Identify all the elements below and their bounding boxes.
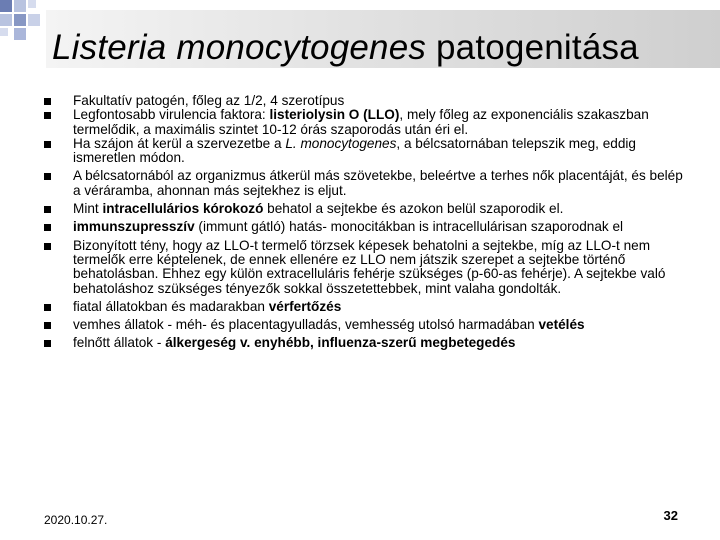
bullet-text: vemhes állatok - méh- és placentagyulladás, vemhesség utolsó harmadában	[73, 317, 539, 333]
bullet-text: behatol a sejtekbe és azokon belül szaporodik el.	[263, 201, 564, 217]
bullet-text: álkergeség v. enyhébb, influenza-szerű megbetegedés	[165, 335, 516, 351]
bullet-text: , a bélcsatornában telepszik meg, eddig ismeretlen módon.	[73, 135, 636, 166]
bullet-item	[44, 108, 694, 137]
bullet-text: Legfontosabb virulencia faktora:	[73, 107, 270, 123]
bullet-text: Bizonyított tény, hogy az LLO-t termelő törzsek képesek behatolni a sejtekbe, míg az LLO-t nem termelők erre képtelenek, de ennek ellenére ez LLO nem játszik szerepet a sejtekbe történő behatolásban. Ehhez egy külön extracelluláris fehérje szükséges (p-60-as fehérje). A sejtekbe való behatoláshoz szükséges tényezők sokkal összetettebbek, mint valaha gondolták.	[73, 237, 666, 296]
bullet-square-icon	[44, 98, 51, 105]
bullet-text: intracellulários kórokozó	[102, 201, 264, 217]
bullet-square-icon	[44, 206, 51, 213]
bullet-square-icon	[44, 340, 51, 347]
bullet-text: vetélés	[538, 317, 585, 333]
footer-date: 2020.10.27.	[44, 513, 108, 527]
bullet-text: , mely főleg az exponenciális szakaszban termelődik, a maximális szintet 10-12 órás szaporodás után éri el.	[73, 107, 649, 137]
bullet-square-icon	[44, 112, 51, 119]
bullet-text: Mint	[73, 201, 103, 217]
bullet-text: felnőtt állatok -	[73, 335, 166, 351]
bullet-square-icon	[44, 141, 51, 148]
bullet-item	[44, 202, 694, 216]
bullet-text: L. monocytogenes	[285, 135, 397, 151]
bullet-square-icon	[44, 243, 51, 250]
bullet-text: fiatal állatokban és madarakban	[73, 298, 269, 314]
bullet-text: (immunt gátló) hatás- monocitákban is intracellulárisan szaporodnak el	[194, 219, 624, 235]
title-italic: Listeria monocytogenes	[52, 28, 427, 67]
bullet-text: Ha szájon át kerül a szervezetbe a	[73, 135, 286, 151]
bullet-square-icon	[44, 173, 51, 180]
bullet-text: Fakultatív patogén, főleg az 1/2, 4 szerotípus	[73, 93, 345, 108]
slide-title	[52, 28, 639, 68]
bullet-list	[44, 94, 694, 351]
bullet-square-icon	[44, 224, 51, 231]
title-rest: patogenitása	[436, 28, 639, 67]
bullet-item	[44, 169, 694, 198]
bullet-item	[44, 318, 694, 332]
bullet-text: listeriolysin O (LLO)	[269, 107, 400, 123]
bullet-square-icon	[44, 322, 51, 329]
bullet-item	[44, 300, 694, 314]
bullet-square-icon	[44, 304, 51, 311]
bullet-item	[44, 137, 694, 166]
bullet-item	[44, 94, 694, 108]
bullet-text: immunszupresszív	[73, 219, 195, 235]
bullet-item	[44, 220, 694, 234]
bullet-item	[44, 336, 694, 350]
bullet-text: vérfertőzés	[268, 298, 342, 314]
bullet-item	[44, 239, 694, 296]
page-number: 32	[663, 508, 678, 523]
bullet-text: A bélcsatornából az organizmus átkerül más szövetekbe, beleértve a terhes nők placentáját, és belép a véráramba, ahonnan más sejtekhez is eljut.	[73, 168, 683, 198]
